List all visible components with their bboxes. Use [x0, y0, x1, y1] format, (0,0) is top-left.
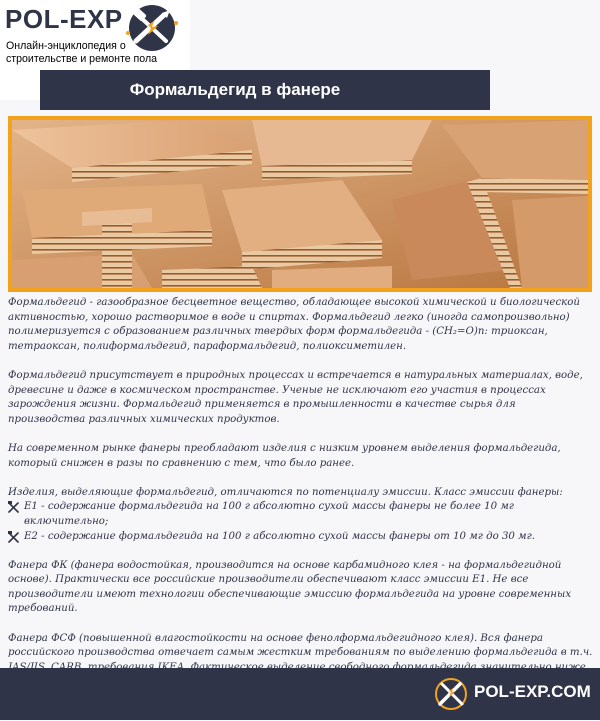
paragraph-nature: Формальдегид присутствует в природных процессах и встречается в натуральных материалах, воде, древесине и даже в космическом пространстве. Ученые не исключают его участия в процессах зарождения жизни. Формальдегид применяется в промышленности в качестве сырья для производства различных химических продуктов.	[8, 369, 583, 425]
tools-icon	[8, 531, 19, 543]
plywood-photo	[12, 120, 588, 288]
list-item-e2: E2 - содержание формальдегида на 100 г абсолютно сухой массы фанеры от 10 мг до 30 мг.	[24, 530, 535, 542]
paragraph-fk: Фанера ФК (фанера водостойкая, производится на основе карбамидного клея - на формальдегидной основе). Практически все российские производители обеспечивают класс эмиссии E1. Не все производители имеют технологии обеспечивающие эмиссию формальдегида на уровне современных требований.	[8, 559, 572, 615]
logo-text: POL-EXP	[5, 4, 123, 34]
list-item-e1: E1 - содержание формальдегида на 100 г абсолютно сухой массы фанеры не более 10 мг включительно;	[24, 501, 514, 527]
paragraph-definition: Формальдегид - газообразное бесцветное вещество, обладающее высокой химической и биологической активностью, хорошо растворимое в воде и спиртах. Формальдегид легко (иногда самопроизвольно) полимеризуется с образованием различных твердых форм формальдегида - (CH₂=O)n: триоксан, тетраоксан, полиформальдегид, параформальдегид, полиоксиметилен.	[8, 297, 580, 352]
paragraph-market: На современном рынке фанеры преобладают изделия с низким уровнем выделения формальдегида, который снижен в разы по сравнению с тем, что было ранее.	[8, 442, 561, 469]
list-item	[8, 500, 594, 529]
footer-site-link[interactable]: POL-EXP.COM	[474, 682, 591, 701]
tagline: Онлайн-энциклопедия о строительстве и ремонте пола	[6, 40, 158, 65]
page-title: Формальдегид в фанере	[40, 70, 490, 110]
article-text	[8, 296, 594, 721]
emission-section	[8, 486, 594, 544]
hero-image	[8, 116, 592, 292]
fsf-text: Фанера ФСФ (повышенной влагостойкости на основе фенолформальдегидного клея). Вся фанера российского производства отвечает самым жестким требованиям по выделению формальдегида в т.ч.	[8, 632, 593, 659]
list-item	[8, 530, 594, 545]
tools-icon	[8, 501, 19, 513]
emission-intro: Изделия, выделяющие формальдегид, отличаются по потенциалу эмиссии. Класс эмиссии фанеры:	[8, 486, 563, 498]
tools-logo-icon	[430, 676, 472, 712]
